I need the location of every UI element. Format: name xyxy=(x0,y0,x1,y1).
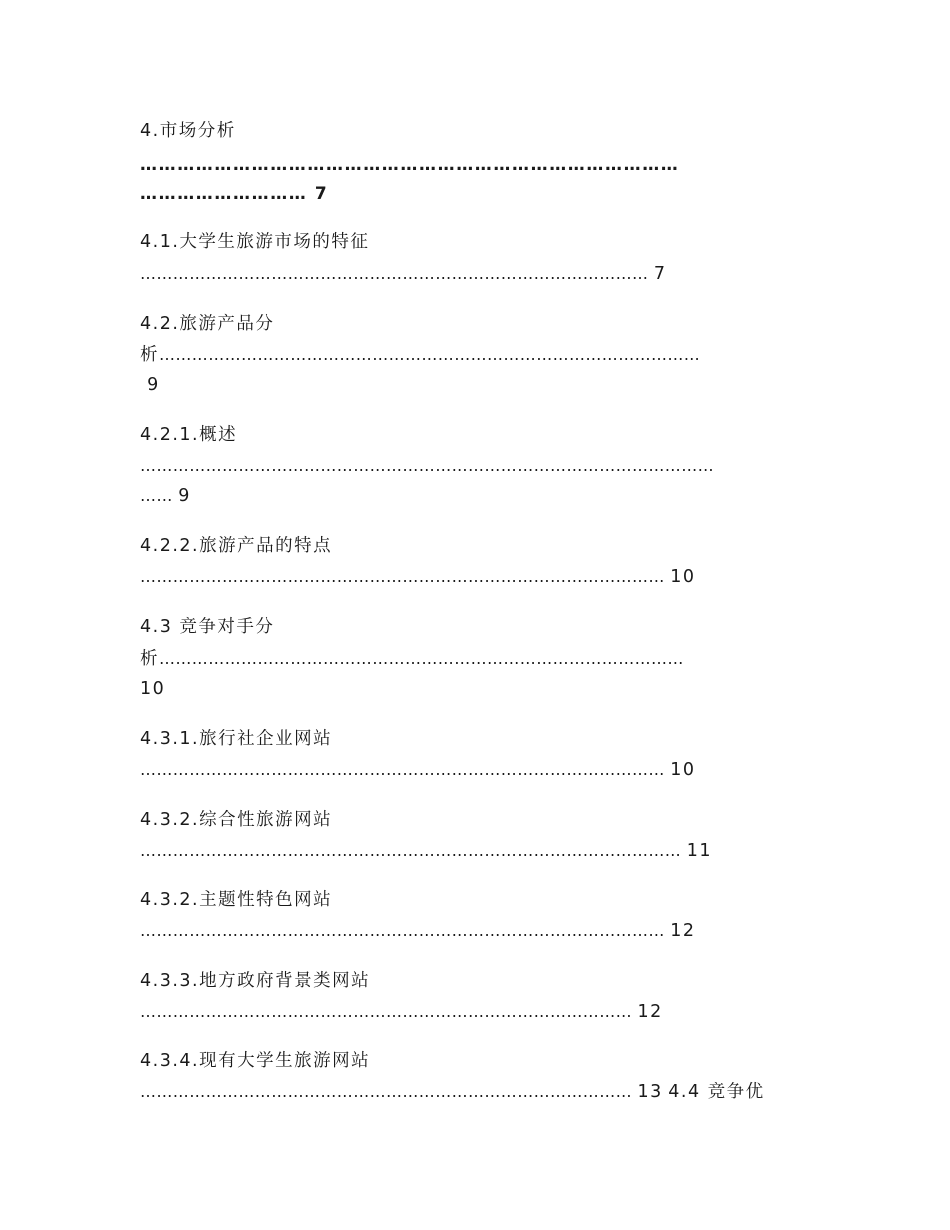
toc-page-number: 13 xyxy=(637,1082,663,1102)
toc-entry-title: 4.3.3.地方政府背景类网站 xyxy=(140,971,371,991)
toc-leader-continued: …… 9 xyxy=(140,486,191,506)
toc-title-wrap: 析 xyxy=(140,649,159,669)
toc-page-number: 7 xyxy=(653,264,667,284)
toc-leader: …………………………………………………………………………… xyxy=(140,155,680,175)
toc-page-number: 7 xyxy=(314,184,329,204)
toc-page-number: 12 xyxy=(637,1002,663,1022)
toc-leader: …………………………………………………………………………………… 10 xyxy=(140,760,696,780)
toc-leader: ……………………………………………………………………………… 12 xyxy=(140,1002,663,1022)
toc-entry-title: 4.3.2.综合性旅游网站 xyxy=(140,810,333,830)
toc-page-number: 12 xyxy=(670,921,696,941)
toc-entry-title: 4.3.2.主题性特色网站 xyxy=(140,890,333,910)
toc-page-number: 10 xyxy=(670,760,696,780)
toc-page-number: 10 xyxy=(670,567,696,587)
toc-leader: ……………………………………………………………………………… 13 4.4 竞争优 xyxy=(140,1082,765,1102)
toc-leader: ……………………………………………………………………………………… 11 xyxy=(140,841,712,861)
toc-leader: …………………………………………………………………………………… 10 xyxy=(140,567,696,587)
toc-leader: ………………………………………………………………………………… 7 xyxy=(140,264,667,284)
toc-entry-title: 4.2.1.概述 xyxy=(140,425,238,445)
toc-entry-title: 4.3.1.旅行社企业网站 xyxy=(140,729,333,749)
toc-page-number: 9 xyxy=(178,486,191,506)
toc-leader: 析…………………………………………………………………………………… xyxy=(140,649,684,669)
toc-title-wrap: 析 xyxy=(140,345,159,365)
toc-entry-title: 4.2.旅游产品分 xyxy=(140,314,275,334)
toc-page-number: 9 xyxy=(147,375,160,395)
toc-page-number: 11 xyxy=(686,841,712,861)
toc-leader: 析……………………………………………………………………………………… xyxy=(140,345,701,365)
toc-leader: …………………………………………………………………………………………… xyxy=(140,456,714,475)
toc-entry-title: 4.2.2.旅游产品的特点 xyxy=(140,536,333,556)
toc-entry-title: 4.市场分析 xyxy=(140,121,236,141)
toc-next-entry-fragment: 4.4 竞争优 xyxy=(668,1082,765,1102)
toc-leader-continued: ……………………… 7 xyxy=(140,184,329,204)
toc-entry-title: 4.1.大学生旅游市场的特征 xyxy=(140,232,370,252)
toc-leader: …………………………………………………………………………………… 12 xyxy=(140,921,696,941)
toc-page-number: 10 xyxy=(140,679,166,699)
toc-entry-title: 4.3.4.现有大学生旅游网站 xyxy=(140,1051,371,1071)
toc-entry-title: 4.3 竞争对手分 xyxy=(140,617,275,637)
